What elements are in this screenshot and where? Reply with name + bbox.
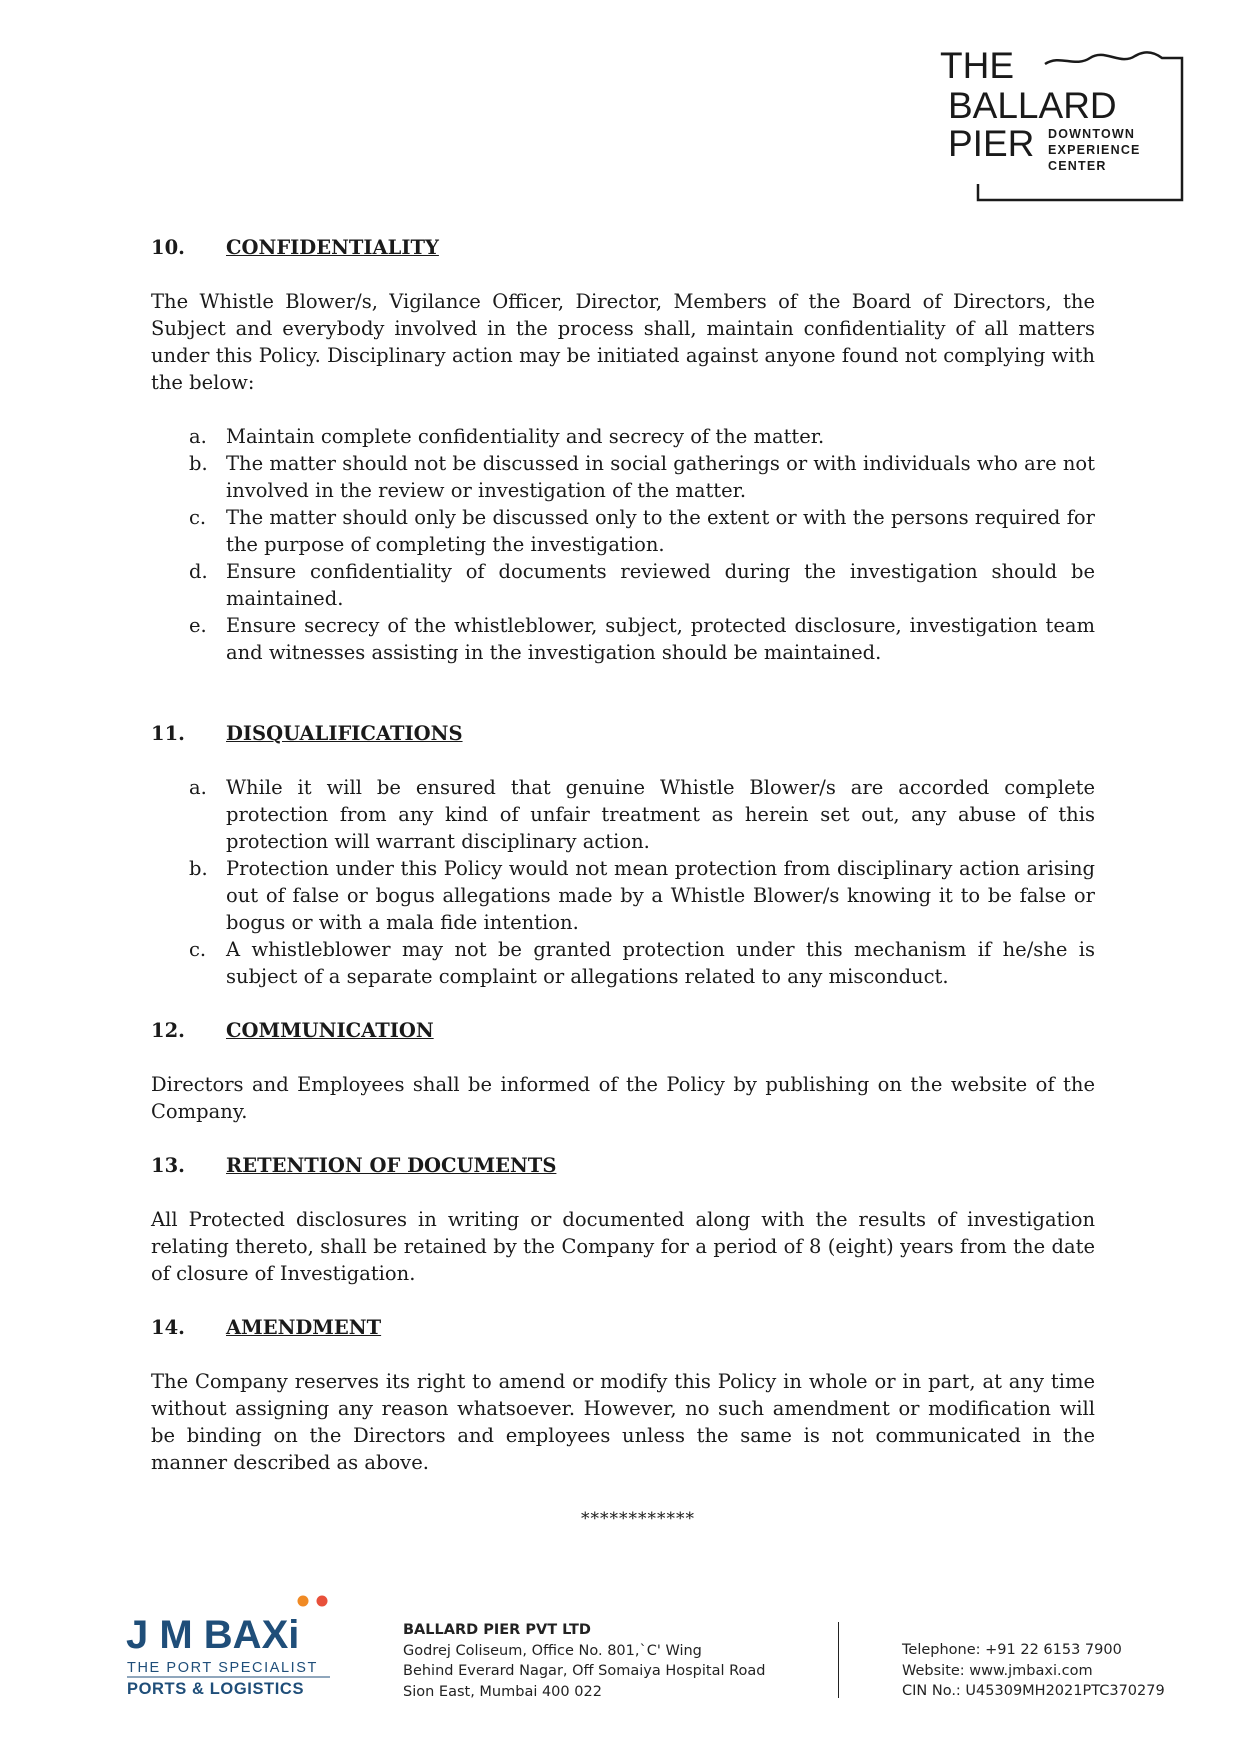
list-marker: a. [189,425,207,448]
company-contact [902,1640,1165,1702]
footer-divider [838,1622,839,1698]
section-heading-retention [151,1152,1095,1179]
list-item [151,558,1095,612]
paragraph: Directors and Employees shall be informed of the Policy by publishing on the website of the Company. [151,1073,1095,1123]
confidentiality-list [151,423,1095,666]
cin-text: CIN No.: U45309MH2021PTC370279 [902,1683,1165,1699]
jm-baxi-subline: PORTS & LOGISTICS [127,1680,305,1698]
list-text: Protection under this Policy would not mean protection from disciplinary action arising out of false or bogus allegations made by a Whistle Blower/s knowing it to be false or bogus or with a mala fide intention. [226,857,1095,934]
list-marker: d. [189,560,208,583]
list-item [151,855,1095,936]
list-marker: a. [189,776,207,799]
list-item [151,774,1095,855]
list-text: The matter should only be discussed only to the extent or with the persons required for the purpose of completing the investigation. [226,506,1095,556]
website-text: Website: www.jmbaxi.com [902,1662,1093,1679]
section-heading-confidentiality [151,234,1095,261]
list-marker: c. [189,938,207,961]
paragraph: All Protected disclosures in writing or documented along with the results of investigation relating thereto, shall be retained by the Company for a period of 8 (eight) years from the date of closure of Investigation. [151,1208,1095,1285]
list-text: The matter should not be discussed in social gatherings or with individuals who are not involved in the review or investigation of the matter. [226,452,1095,502]
list-marker: b. [189,452,208,475]
section-title: COMMUNICATION [226,1019,434,1042]
logo-line-ballard: BALLARD [948,85,1117,126]
logo-line-pier: PIER [948,123,1035,164]
disqualifications-list [151,774,1095,990]
logo-line-the: THE [940,46,1014,86]
end-marker: ************ [581,1509,695,1529]
orange-dot-icon [298,1596,309,1607]
list-item [151,936,1095,990]
paragraph: The Company reserves its right to amend or modify this Policy in whole or in part, at any time without assigning any reason whatsoever. However, no such amendment or modification will be binding on the Directors and employees unless the same is not communicated in the manner described as above. [151,1370,1095,1474]
ballard-pier-logo [940,46,1190,202]
section-number: 11. [151,722,185,745]
list-marker: b. [189,857,208,880]
list-text: Ensure confidentiality of documents reviewed during the investigation should be maintained. [226,560,1095,610]
company-address [403,1620,765,1702]
list-marker: c. [189,506,207,529]
red-dot-icon [317,1596,328,1607]
section-heading-communication [151,1017,1095,1044]
logo-tag-downtown: DOWNTOWN [1048,127,1136,141]
list-item [151,450,1095,504]
section-number: 10. [151,236,185,259]
list-item [151,423,1095,450]
list-text: While it will be ensured that genuine Whistle Blower/s are accorded complete protection from any kind of unfair treatment as herein set out, any abuse of this protection will warrant disciplinary action. [226,776,1095,853]
document-body [151,234,1095,1533]
list-text: Maintain complete confidentiality and secrecy of the matter. [226,425,825,448]
section-number: 14. [151,1316,185,1339]
jm-baxi-tagline: THE PORT SPECIALIST [127,1660,319,1676]
section-heading-disqualifications [151,720,1095,747]
list-item [151,504,1095,558]
section-title: CONFIDENTIALITY [226,236,439,259]
jm-baxi-wordmark: J M BAXi [126,1613,300,1657]
section-heading-amendment [151,1314,1095,1341]
letterhead-footer [0,1580,1240,1710]
list-marker: e. [189,614,207,637]
list-item [151,612,1095,666]
section-title: AMENDMENT [226,1316,382,1339]
section-title: RETENTION OF DOCUMENTS [226,1154,557,1177]
address-line-3: Sion East, Mumbai 400 022 [403,1683,602,1700]
telephone-text: Telephone: +91 22 6153 7900 [902,1642,1122,1658]
section-title: DISQUALIFICATIONS [226,722,463,745]
list-text: Ensure secrecy of the whistleblower, subject, protected disclosure, investigation team and witnesses assisting in the investigation should be maintained. [226,614,1095,664]
paragraph: The Whistle Blower/s, Vigilance Officer, Director, Members of the Board of Directors, the Subject and everybody involved in the process shall, maintain confidentiality of all matters under this Policy. Disciplinary action may be initiated against anyone found not complying with the below: [151,290,1095,394]
section-number: 13. [151,1154,185,1177]
logo-tag-center: CENTER [1048,159,1107,173]
section-number: 12. [151,1019,185,1042]
address-line-1: Godrej Coliseum, Office No. 801,`C' Wing [403,1642,702,1659]
logo-tag-experience: EXPERIENCE [1048,143,1141,157]
company-name: BALLARD PIER PVT LTD [403,1622,591,1638]
address-line-2: Behind Everard Nagar, Off Somaiya Hospital Road [403,1663,766,1679]
jm-baxi-logo [124,1592,339,1707]
list-text: A whistleblower may not be granted protection under this mechanism if he/she is subject of a separate complaint or allegations related to any misconduct. [226,938,1095,988]
